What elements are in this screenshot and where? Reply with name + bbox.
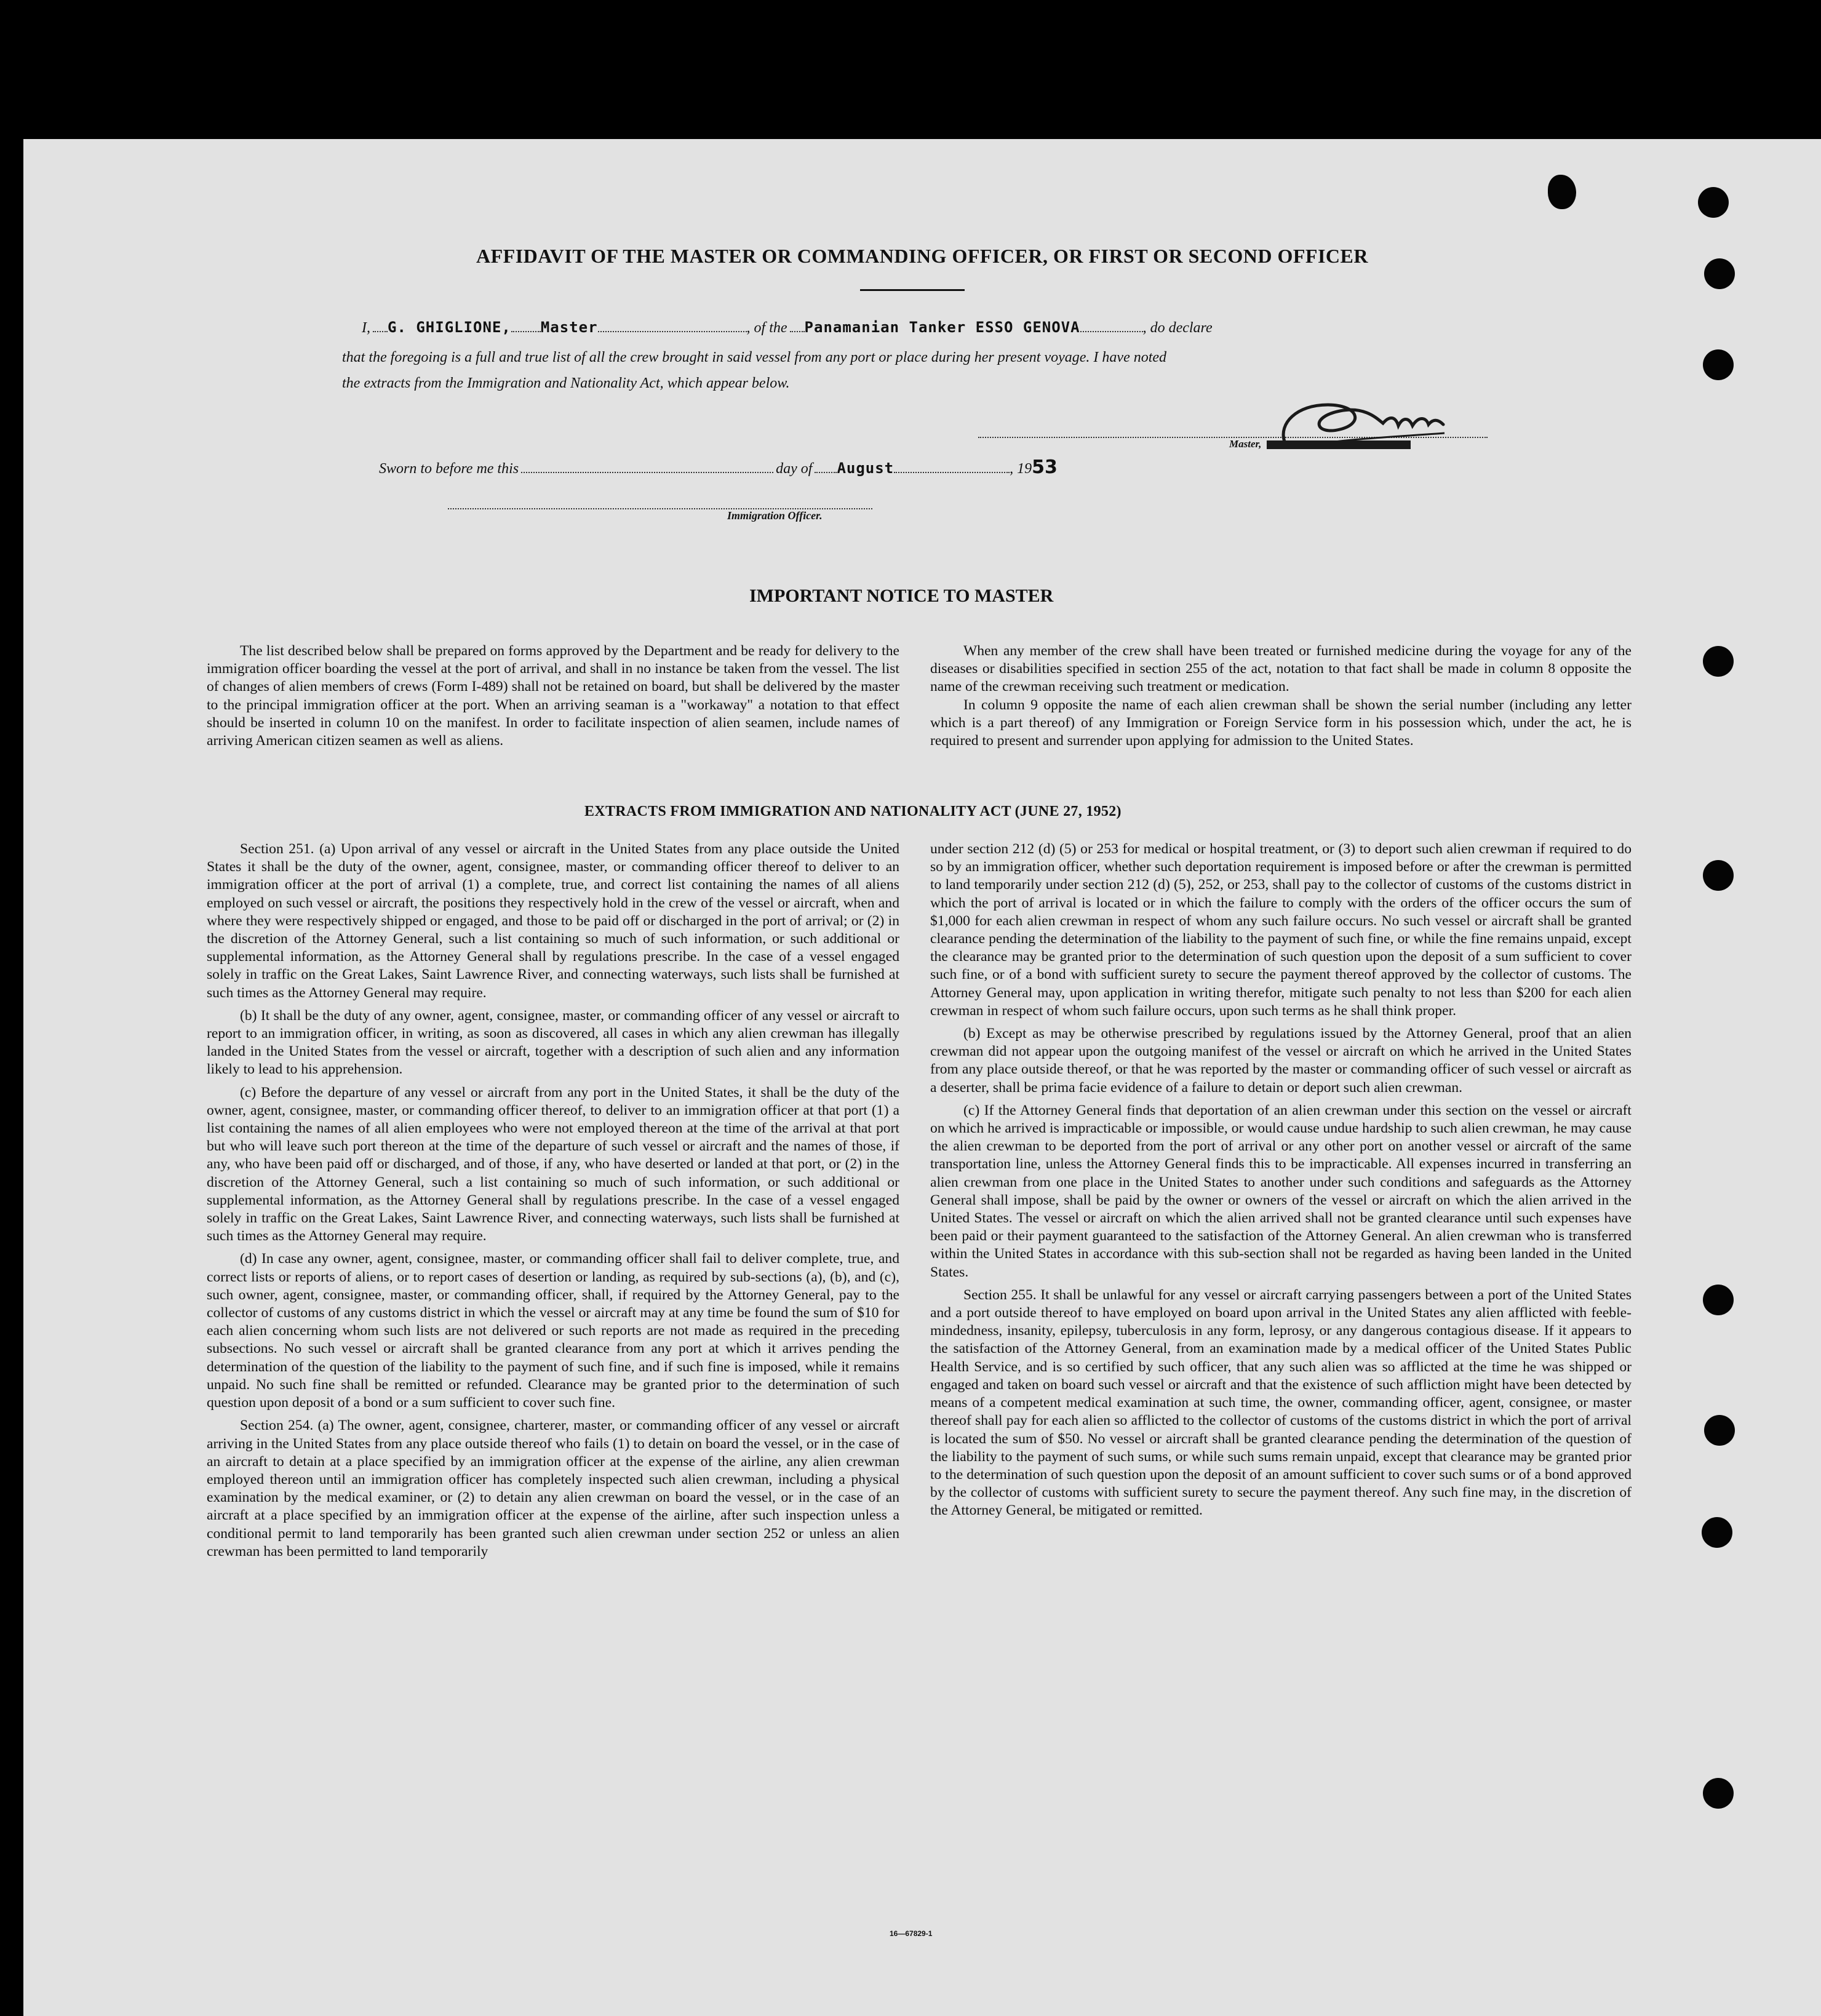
master-caption: Master, [1229,438,1411,450]
strikethrough-stamp [1267,440,1411,449]
vessel-name: Panamanian Tanker ESSO GENOVA [804,319,1080,336]
officer-caption: Immigration Officer. [727,509,823,522]
section-paragraph: Section 254. (a) The owner, agent, consignee, charterer, master, or commanding officer of any vessel or aircraft arriving in the United States from any place outside thereof who fails (1) to detain on board the vessel, or in the case of an aircraft to detain at a place specified by an immigration officer at the expense of the airline, any alien crewman employed thereon until an immigration officer has completely inspected such alien crewman, including a physical examination by the medical examiner, or (2) to detain any alien crewman on board the vessel, or in the case of an aircraft at a place specified by an immigration officer at the expense of the airline, after such inspection unless a conditional permit to land temporarily has been granted such alien crewman under section 252 or unless an alien crewman has been permitted to land temporarily [207,1417,899,1560]
declaration-line [362,319,1213,337]
section-paragraph: (c) If the Attorney General finds that deportation of an alien crewman under this section on the vessel or aircraft on which he arrived is impracticable or impossible, or would cause undue hardship to such alien crewman, he may cause the alien crewman to be deported from the port of arrival or any other port on another vessel or aircraft of the same transportation line, unless the Attorney General finds this to be impracticable. All expenses incurred in transferring an alien crewman from one place in the United States to another under such conditions and safeguards as the Attorney General shall impose, shall be paid by the owner or owners of the vessel or aircraft on which the alien arrived in the United States. The vessel or aircraft on which the alien arrived shall not be granted clearance until such expenses have been paid or their payment guaranteed to the satisfaction of the Attorney General. An alien crewman who is transferred within the United States in accordance with this sub-section shall not be regarded as having been landed in the United States. [930,1102,1632,1280]
declaration-line-3: the extracts from the Immigration and Nationality Act, which appear below. [342,375,790,391]
extracts-title: EXTRACTS FROM IMMIGRATION AND NATIONALITY ACT (JUNE 27, 1952) [584,803,1122,819]
section-paragraph: Section 251. (a) Upon arrival of any vessel or aircraft in the United States from any place outside the United States it shall be the duty of the owner, agent, consignee, master, or commanding officer thereof to deliver to an immigration officer at the port of arrival (1) a complete, true, and correct list containing the names of all aliens employed on such vessel or aircraft, the positions they respectively hold in the crew of the vessel or aircraft, when and where they were respectively shipped or engaged, and those to be paid off or discharged in the port of arrival; or (2) in the discretion of the Attorney General, such a list containing so much of such information, or such additional or supplemental information, as the Attorney General shall by regulations prescribe. In the case of a vessel engaged solely in traffic on the Great Lakes, Saint Lawrence River, and connecting waterways, such lists shall be furnished at such times as the Attorney General may require. [207,841,899,1001]
master-name: G. GHIGLIONE, [388,319,511,336]
section-paragraph: Section 255. It shall be unlawful for any vessel or aircraft carrying passengers between a port of the United States and a port outside thereof to have employed on board upon arrival in the United States any alien afflicted with feeble-mindedness, insanity, epilepsy, tuberculosis in any form, leprosy, or any dangerous contagious disease. If it appears to the satisfaction of the Attorney General, from an examination made by a medical officer of the United States Public Health Service, and is so certified by such officer, that any such alien was so afflicted at the time he was shipped or engaged and taken on board such vessel or aircraft and that the existence of such affliction might have been detected by means of a competent medical examination at such time, the owner, commanding officer, agent, consignee, or master thereof shall pay for each alien so afflicted to the collector of customs of the customs district in which the port of arrival is located the sum of $50. No vessel or aircraft shall be granted clearance pending the determination of the question of the liability to the payment of such sums, or while such sums remain unpaid, except that clearance may be granted prior to the determination of such question upon the deposit of an amount sufficient to cover such sums or of a bond approved by the collector of customs with sufficient surety to secure the payment thereof. Any such fine may, in the discretion of the Attorney General, be mitigated or remitted. [930,1286,1632,1519]
notice-right-column [930,642,1632,750]
document-page [23,139,1821,2016]
punch-hole [1703,1778,1734,1809]
section-paragraph: (c) Before the departure of any vessel or aircraft from any port in the United States, it shall be the duty of the owner, agent, consignee, master, or commanding officer thereof, to deliver to an immigration officer at that port (1) a list containing the names of all alien employees who were not employed thereon at the time of the arrival at that port but who will leave such port thereon at the time of the departure of such vessel or aircraft and the names of those, if any, who have been paid off or discharged, and of those, if any, who have deserted or landed at that port, or (2) in the discretion of the Attorney General, such a list containing so much of such information, or such additional or supplemental information, as the Attorney General shall by regulations prescribe. In the case of a vessel engaged solely in traffic on the Great Lakes, Saint Lawrence River, and connecting waterways, such lists shall be furnished at such times as the Attorney General may require. [207,1084,899,1245]
punch-hole [1703,860,1734,891]
notice-title: IMPORTANT NOTICE TO MASTER [749,586,1054,606]
sworn-month: August [837,460,895,477]
day-of-label: day of [776,461,813,477]
punch-hole [1548,175,1576,209]
year-prefix: , 19 [1010,461,1032,477]
punch-hole [1704,1415,1735,1446]
section-paragraph: (d) In case any owner, agent, consignee, master, or commanding officer shall fail to deliver complete, true, and correct lists or reports of aliens, or to report cases of desertion or landing, as required by sub-sections (a), (b), and (c), such owner, agent, consignee, master, or commanding officer, shall, if required by the Attorney General, pay to the collector of customs of any customs district in which the vessel or aircraft may at any time be found the sum of $10 for each alien concerning whom such lists are not delivered or such reports are not made as required in the preceding subsections. No such vessel or aircraft shall be granted clearance from any port at which it arrives pending the determination of the question of the liability to the payment of such fine, and if such fine is imposed, while it remains unpaid. No such fine shall be remitted or refunded. Clearance may be granted prior to the determination of such question upon deposit of a bond or a sum sufficient to cover such fine. [207,1251,899,1411]
affidavit-title: AFFIDAVIT OF THE MASTER OR COMMANDING OFFICER, OR FIRST OR SECOND OFFICER [476,245,1368,267]
form-number: 16—67829-1 [890,1929,933,1938]
extracts-right-column [930,840,1632,1520]
title-divider [860,289,965,291]
notice-left-column [207,642,899,750]
notice-paragraph: In column 9 opposite the name of each alien crewman shall be shown the serial number (including any letter which is a part thereof) of any Immigration or Foreign Service form in his possession which, under the act, he is required to present and surrender upon applying for admission to the United States. [930,696,1632,749]
section-paragraph: (b) It shall be the duty of any owner, agent, consignee, master, or commanding officer of any vessel or aircraft to report to an immigration officer, in writing, as soon as discovered, all cases in which any alien crewman has illegally landed in the United States from the vessel or aircraft, together with a description of such alien and any information likely to lead to his apprehension. [207,1007,899,1078]
extracts-left-column [207,840,899,1561]
sworn-line [379,456,1058,478]
punch-hole [1702,1517,1732,1548]
punch-hole [1703,349,1734,380]
punch-hole [1703,1285,1734,1315]
sworn-label: Sworn to before me this [379,461,519,477]
declaration-line-2: that the foregoing is a full and true list of all the crew brought in said vessel from any port or place during her present voyage. I have noted [342,349,1167,365]
punch-hole [1698,187,1729,218]
declaration-i: I, [362,320,370,336]
notice-paragraph: The list described below shall be prepared on forms approved by the Department and be ready for delivery to the immigration officer boarding the vessel at the port of arrival, and shall in no instance be taken from the vessel. The list of changes of alien members of crews (Form I-489) shall not be retained on board, but shall be delivered by the master to the principal immigration officer at the port. When an arriving seaman is a "workaway" a notation to that effect should be inserted in column 10 on the manifest. In order to facilitate inspection of alien seamen, include names of arriving American citizen seamen as well as aliens. [207,643,899,749]
notice-paragraph: When any member of the crew shall have been treated or furnished medicine during the voyage for any of the diseases or disabilities specified in section 255 of the act, notation to that fact shall be made in column 8 opposite the name of the crewman receiving such treatment or medication. [930,643,1632,695]
punch-hole [1703,646,1734,677]
do-declare-label: , do declare [1142,320,1213,336]
section-paragraph: (b) Except as may be otherwise prescribed by regulations issued by the Attorney General, proof that an alien crewman did not appear upon the outgoing manifest of the vessel or aircraft on which he arrived in the United States from any place outside thereof, or that he was reported by the master or commanding officer of such vessel or aircraft as a deserter, shall be prima facie evidence of a failure to detain or deport such alien crewman. [930,1026,1632,1096]
sworn-year: 53 [1032,456,1058,478]
section-paragraph: under section 212 (d) (5) or 253 for medical or hospital treatment, or (3) to deport such alien crewman if required to do so by an immigration officer, whether such deportation requirement is imposed before or after the crewman is permitted to land temporarily under section 212 (d) (5), 252, or 253, shall pay to the collector of customs of the customs district in which the port of arrival is located or in which the failure to comply with the orders of the officer occurs the sum of $1,000 for each alien crewman in respect of whom any such failure occurs. No such vessel or aircraft shall be granted clearance pending the determination of the liability to the payment of such fine, or while the fine remains unpaid, except the clearance may be granted prior to the determination of such question upon the deposit of a sum sufficient to cover such fine, or of a bond with sufficient surety to secure the payment thereof approved by the collector of customs. The Attorney General may, upon application in writing therefor, mitigate such penalty to not less than $200 for each alien crewman in respect of whom such failure occurs, upon such terms as he shall think proper. [930,841,1632,1019]
master-rank: Master [540,319,598,336]
of-the-label: , of the [746,320,787,336]
